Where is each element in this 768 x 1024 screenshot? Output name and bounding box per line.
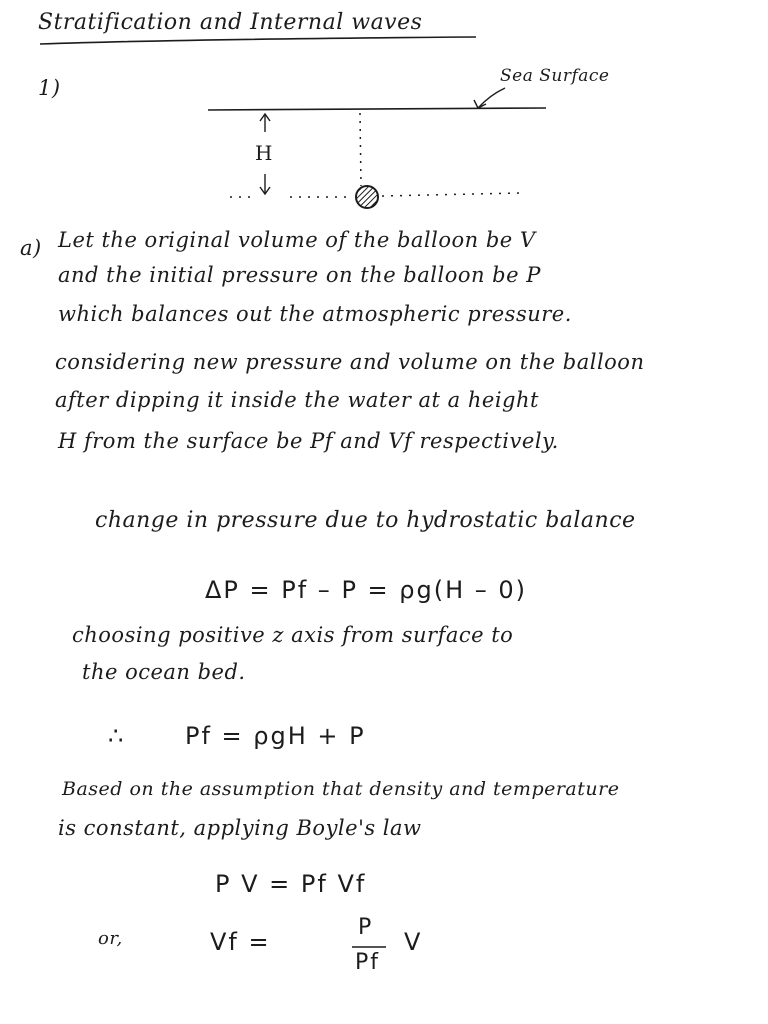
equation-delta-p: ΔP = Pf – P = ρg(H – 0) [205,576,528,604]
sea-surface-label: Sea Surface [500,66,610,86]
text-line: change in pressure due to hydrostatic balance [95,508,636,533]
depth-line-right [382,193,520,196]
sea-surface-line [208,108,546,110]
therefore-symbol: ∴ [108,722,126,750]
problem-number: 1) [38,76,61,100]
depth-label: H [255,141,273,165]
or-label: or, [98,928,123,949]
fraction-denominator: Pf [355,950,381,975]
text-line: H from the surface be Pf and Vf respectively. [58,429,559,453]
text-line: which balances out the atmospheric pressure. [58,302,572,326]
balloon-icon [356,186,378,208]
text-line: choosing positive z axis from surface to [72,623,514,647]
equation-boyle: P V = Pf Vf [215,870,367,898]
text-line: the ocean bed. [82,660,246,684]
text-line: considering new pressure and volume on the balloon [55,350,645,374]
balloon-string [360,113,361,186]
part-a-label: a) [20,236,42,260]
text-line: is constant, applying Boyle's law [58,816,422,840]
page-title: Stratification and Internal waves [38,10,423,35]
title-underline [40,37,476,44]
equation-vf-lhs: Vf = [210,928,271,956]
surface-label-arrow [478,88,505,108]
text-line: Based on the assumption that density and temperature [62,778,620,800]
text-line: after dipping it inside the water at a height [55,388,539,412]
text-line: Let the original volume of the balloon be V [58,228,536,252]
equation-vf-rhs: V [404,928,423,956]
text-line: and the initial pressure on the balloon be P [58,263,541,287]
equation-pf: Pf = ρgH + P [185,722,366,750]
fraction-numerator: P [358,915,374,940]
